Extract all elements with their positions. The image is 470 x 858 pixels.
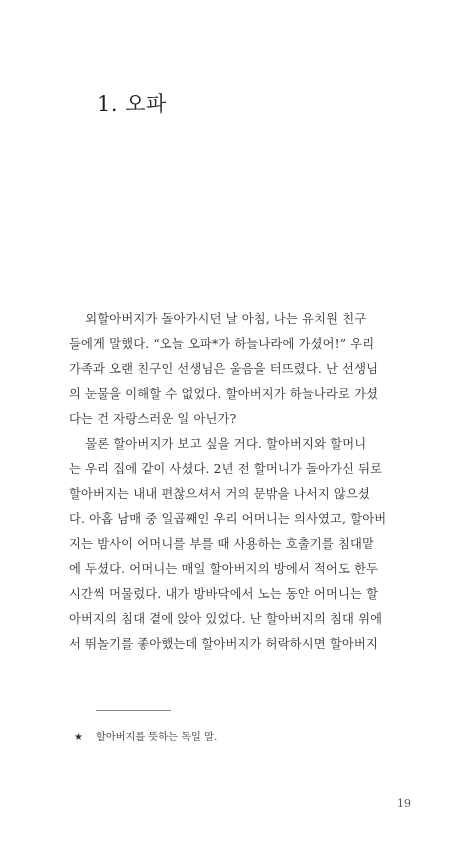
footnote-text: 할아버지를 뜻하는 독일 말.	[96, 732, 218, 743]
footnote	[74, 728, 217, 743]
body-line: 물론 할아버지가 보고 싶을 거다. 할아버지와 할머니	[69, 437, 367, 451]
footnote-marker: ★	[74, 732, 84, 743]
body-line: 서 뛰놀기를 좋아했는데 할아버지가 허락하시면 할아버지	[69, 637, 378, 651]
body-line: 할아버지는 내내 편찮으셔서 거의 문밖을 나서지 않으셨	[69, 487, 371, 501]
footnote-divider	[96, 710, 171, 711]
body-line: 는 우리 집에 같이 사셨다. 2년 전 할머니가 돌아가신 뒤로	[69, 462, 383, 476]
body-line: 들에게 말했다. “오늘 오파*가 하늘나라에 가셨어!” 우리	[69, 337, 375, 351]
body-line: 외할아버지가 돌아가시던 날 아침, 나는 유치원 친구	[69, 312, 367, 326]
body-line: 시간씩 머물렀다. 내가 방바닥에서 노는 동안 어머니는 할	[69, 587, 379, 601]
body-line: 가족과 오랜 친구인 선생님은 울음을 터뜨렸다. 난 선생님	[69, 362, 379, 376]
page-number: 19	[397, 797, 411, 810]
body-line: 아버지의 침대 곁에 앉아 있었다. 난 할아버지의 침대 위에	[69, 612, 383, 626]
body-line: 다. 아홉 남매 중 일곱째인 우리 어머니는 의사였고, 할아버	[69, 512, 387, 526]
body-line: 다는 건 자랑스러운 일 아닌가?	[69, 412, 237, 426]
body-line: 에 두셨다. 어머니는 매일 할아버지의 방에서 적어도 한두	[69, 562, 379, 576]
chapter-title: 1. 오파	[97, 92, 167, 116]
body-line: 의 눈물을 이해할 수 없었다. 할아버지가 하늘나라로 가셨	[69, 387, 379, 401]
body-text	[69, 307, 414, 657]
body-line: 지는 밤사이 어머니를 부를 때 사용하는 호출기를 침대맡	[69, 537, 375, 551]
